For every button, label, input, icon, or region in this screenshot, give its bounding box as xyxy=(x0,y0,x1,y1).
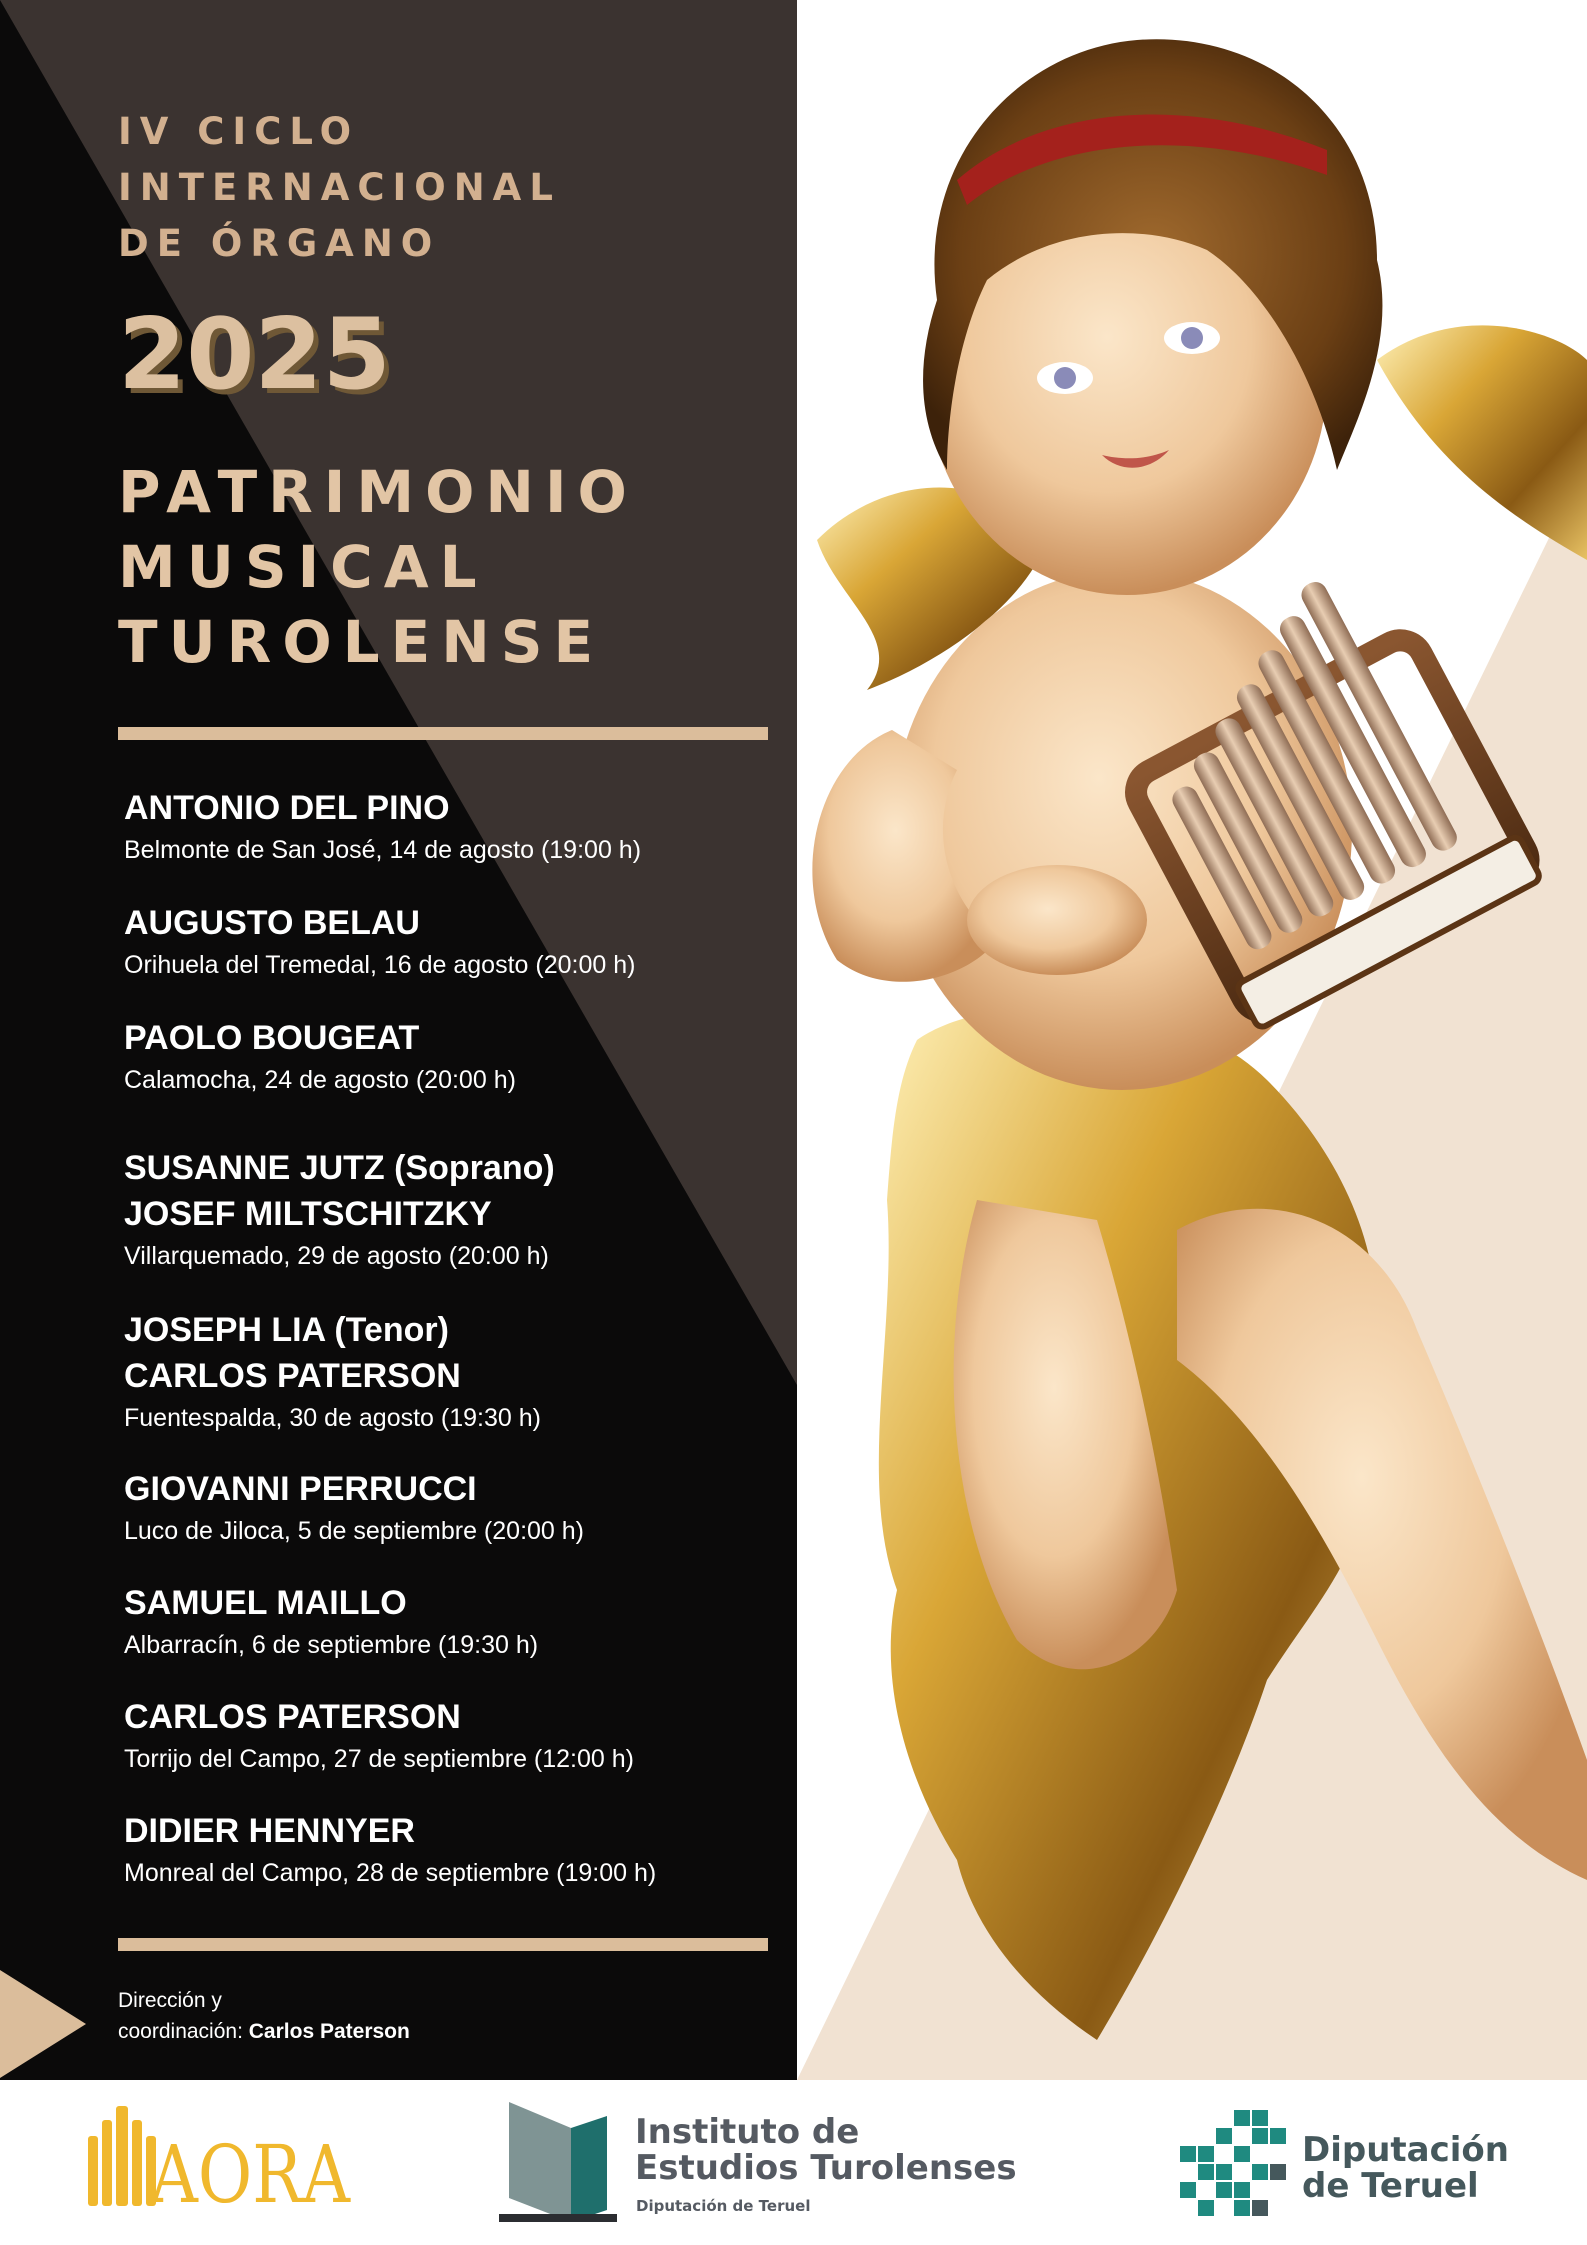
concert-place-date: Calamocha, 24 de agosto (20:00 h) xyxy=(124,1066,516,1094)
performer-name: GIOVANNI PERRUCCI xyxy=(124,1470,477,1508)
right-wing-shape xyxy=(1377,325,1587,560)
aora-logo-graphic xyxy=(88,2102,368,2226)
concert-item xyxy=(124,1694,784,1778)
concert-item xyxy=(124,785,784,869)
credits-line: Dirección y xyxy=(118,1989,222,2012)
performer-name: JOSEF MILTSCHITZKY xyxy=(124,1195,492,1233)
divider-bottom xyxy=(118,1938,768,1951)
performer-name: JOSEPH LIA (Tenor) xyxy=(124,1311,449,1349)
concert-item xyxy=(124,1015,784,1099)
ie-name-line: Instituto de xyxy=(635,2112,860,2152)
performer-name: SUSANNE JUTZ (Soprano) xyxy=(124,1149,555,1187)
divider-top xyxy=(118,727,768,740)
credits-line xyxy=(118,2016,410,2047)
director-name: Carlos Paterson xyxy=(248,2020,410,2043)
concert-item xyxy=(124,1466,784,1550)
performer-name: CARLOS PATERSON xyxy=(124,1357,461,1395)
cycle-title-line: INTERNACIONAL xyxy=(118,166,561,209)
ie-name-line: Estudios Turolenses xyxy=(635,2148,1017,2188)
credits-label: coordinación: xyxy=(118,2020,243,2043)
concert-place-date: Belmonte de San José, 14 de agosto (19:00 h) xyxy=(124,836,642,864)
series-subtitle xyxy=(118,455,638,680)
cycle-title-line: IV CICLO xyxy=(118,110,360,153)
diputacion-name-line: de Teruel xyxy=(1302,2166,1479,2206)
aora-wordmark: AORA xyxy=(149,2128,352,2221)
concert-place-date: Torrijo del Campo, 27 de septiembre (12:00 h) xyxy=(124,1745,634,1773)
subtitle-line: TUROLENSE xyxy=(118,608,605,676)
diputacion-logo-mark xyxy=(1180,2102,1300,2226)
right-panel xyxy=(797,0,1587,2080)
ie-name xyxy=(635,2114,1017,2186)
concert-item xyxy=(124,900,784,984)
concert-place-date: Villarquemado, 29 de agosto (20:00 h) xyxy=(124,1242,549,1270)
performer-name: ANTONIO DEL PINO xyxy=(124,789,450,827)
instituto-estudios-turolenses-logo xyxy=(495,2102,1055,2227)
aora-logo xyxy=(88,2102,368,2226)
triangle-marker-icon xyxy=(0,1970,86,2078)
hand-shape xyxy=(967,865,1147,975)
performer-name: DIDIER HENNYER xyxy=(124,1812,415,1850)
performer-name: PAOLO BOUGEAT xyxy=(124,1019,420,1057)
concert-item xyxy=(124,1145,784,1275)
concert-item xyxy=(124,1808,784,1892)
diputacion-name-line: Diputación xyxy=(1302,2130,1509,2170)
concert-item xyxy=(124,1307,784,1437)
concert-place-date: Albarracín, 6 de septiembre (19:30 h) xyxy=(124,1631,539,1659)
ie-logo-mark xyxy=(495,2102,625,2226)
subtitle-line: MUSICAL xyxy=(118,533,488,601)
left-panel xyxy=(0,0,797,2080)
footer-logos xyxy=(0,2080,1587,2245)
concert-item xyxy=(124,1580,784,1664)
year-heading: 2025 xyxy=(118,298,391,412)
performer-name: SAMUEL MAILLO xyxy=(124,1584,407,1622)
performer-name: CARLOS PATERSON xyxy=(124,1698,461,1736)
ie-subtitle: Diputación de Teruel xyxy=(636,2197,811,2215)
direction-credits xyxy=(118,1985,410,2047)
diputacion-teruel-logo xyxy=(1180,2102,1540,2226)
cycle-title-line: DE ÓRGANO xyxy=(118,222,441,265)
concert-place-date: Luco de Jiloca, 5 de septiembre (20:00 h) xyxy=(124,1517,584,1545)
diputacion-name xyxy=(1302,2132,1509,2204)
cycle-title xyxy=(118,104,561,272)
performer-name: AUGUSTO BELAU xyxy=(124,904,420,942)
subtitle-line: PATRIMONIO xyxy=(118,458,638,526)
concert-place-date: Orihuela del Tremedal, 16 de agosto (20:00 h) xyxy=(124,951,636,979)
concert-place-date: Monreal del Campo, 28 de septiembre (19:00 h) xyxy=(124,1859,657,1887)
cherub-illustration xyxy=(797,0,1587,2080)
concert-place-date: Fuentespalda, 30 de agosto (19:30 h) xyxy=(124,1404,541,1432)
